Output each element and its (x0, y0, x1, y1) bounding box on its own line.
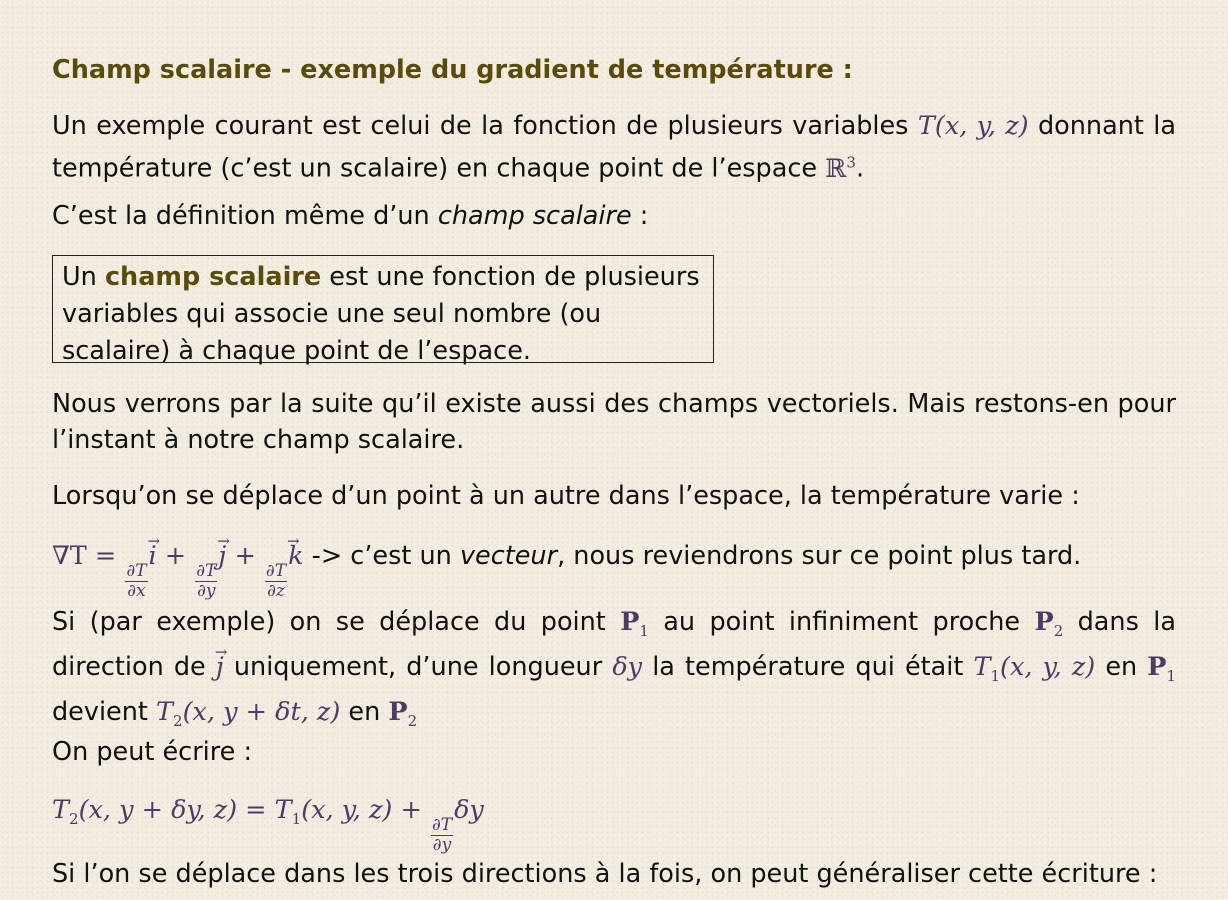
math-exponent: 3 (846, 153, 856, 171)
point-P1: $P_1$ (620, 607, 649, 641)
math-T2-lhs: $T_2(x$, y + δy, $z) = T_1(x$, y, z) + (52, 795, 430, 829)
text: la température qui était (642, 652, 974, 683)
point-P2: $P_2$ (388, 697, 418, 731)
paragraph-definition-intro (52, 198, 1176, 234)
math-R: ℝ (825, 153, 847, 184)
plus-sign: + (156, 541, 195, 571)
text: en (1095, 652, 1148, 683)
point-P2: $P_2$ (1034, 607, 1064, 641)
unit-vector-j: → j (216, 649, 224, 685)
paragraph-temperature-varies: Lorsqu’on se déplace d’un point à un autre dans l’espace, la température varie : (52, 481, 1080, 511)
math-delta-y: δy (612, 652, 643, 683)
text: , nous reviendrons sur ce point plus tard. (557, 541, 1082, 571)
unit-vector-j: → j (218, 538, 226, 574)
fraction-dT-dy: $\frac{\partial T}{\partial y}$ (196, 561, 217, 601)
definition-box (52, 255, 714, 366)
paragraph-displacement (52, 604, 1176, 739)
gradient-lhs: ∇T = (52, 541, 117, 571)
text: donnant la température (c’est un scalaire) en chaque point de l’espace (52, 111, 1176, 184)
math-delta-y: δy (454, 795, 484, 825)
math-R3 (825, 154, 856, 184)
text: dans la direction de (52, 607, 1176, 683)
math-T1: $T_1(x$, y, z) (973, 652, 1096, 686)
point-P1: $P_1$ (1147, 652, 1177, 686)
math-T2: $T_2(x$, y + δt, z) (156, 697, 341, 731)
math-T-xyz: T(x, y, z) (917, 111, 1029, 141)
text: Un exemple courant est celui de la fonction de plusieurs variables (52, 111, 918, 141)
paragraph-intro (52, 108, 1176, 187)
text: Si (par exemple) on se déplace du point (52, 607, 621, 637)
highlight-term: champ scalaire (104, 262, 322, 292)
text: -> c’est un (303, 541, 460, 571)
text: uniquement, d’une longueur (223, 652, 613, 683)
paragraph-we-can-write: On peut écrire : (52, 737, 253, 767)
text: Un (62, 262, 105, 292)
text: C’est la définition même d’un (52, 201, 438, 231)
fraction-dT-dz: $\frac{\partial T}{\partial z}$ (265, 561, 287, 601)
unit-vector-k: → k (288, 538, 303, 574)
text: en (340, 697, 389, 728)
text: est une fonction de plusieurs variables qui associe une seul nombre (ou scalaire) à chaque point de l’espace. (62, 262, 700, 366)
paragraph-generalize: Si l’on se déplace dans les trois directions à la fois, on peut généraliser cette écriture : (52, 859, 1158, 889)
text: . (855, 153, 865, 184)
paragraph-vector-fields: Nous verrons par la suite qu’il existe aussi des champs vectoriels. Mais restons-en pour l’instant à notre champ scalaire. (52, 389, 1176, 455)
fraction-dT-dx: $\frac{\partial T}{\partial x}$ (126, 561, 147, 601)
text: au point infiniment proche (648, 607, 1035, 637)
emphasis: vecteur (459, 541, 558, 571)
gradient-formula (52, 538, 1176, 601)
fraction-dT-dy: $\frac{\partial T}{\partial y}$ (431, 815, 453, 855)
text: : (631, 201, 649, 231)
text: devient (52, 697, 157, 728)
unit-vector-i: → i (149, 538, 157, 574)
plus-sign: + (226, 541, 264, 571)
taylor-equation (52, 792, 1176, 855)
emphasis: champ scalaire (437, 201, 632, 231)
section-title: Champ scalaire - exemple du gradient de température : (52, 55, 853, 85)
